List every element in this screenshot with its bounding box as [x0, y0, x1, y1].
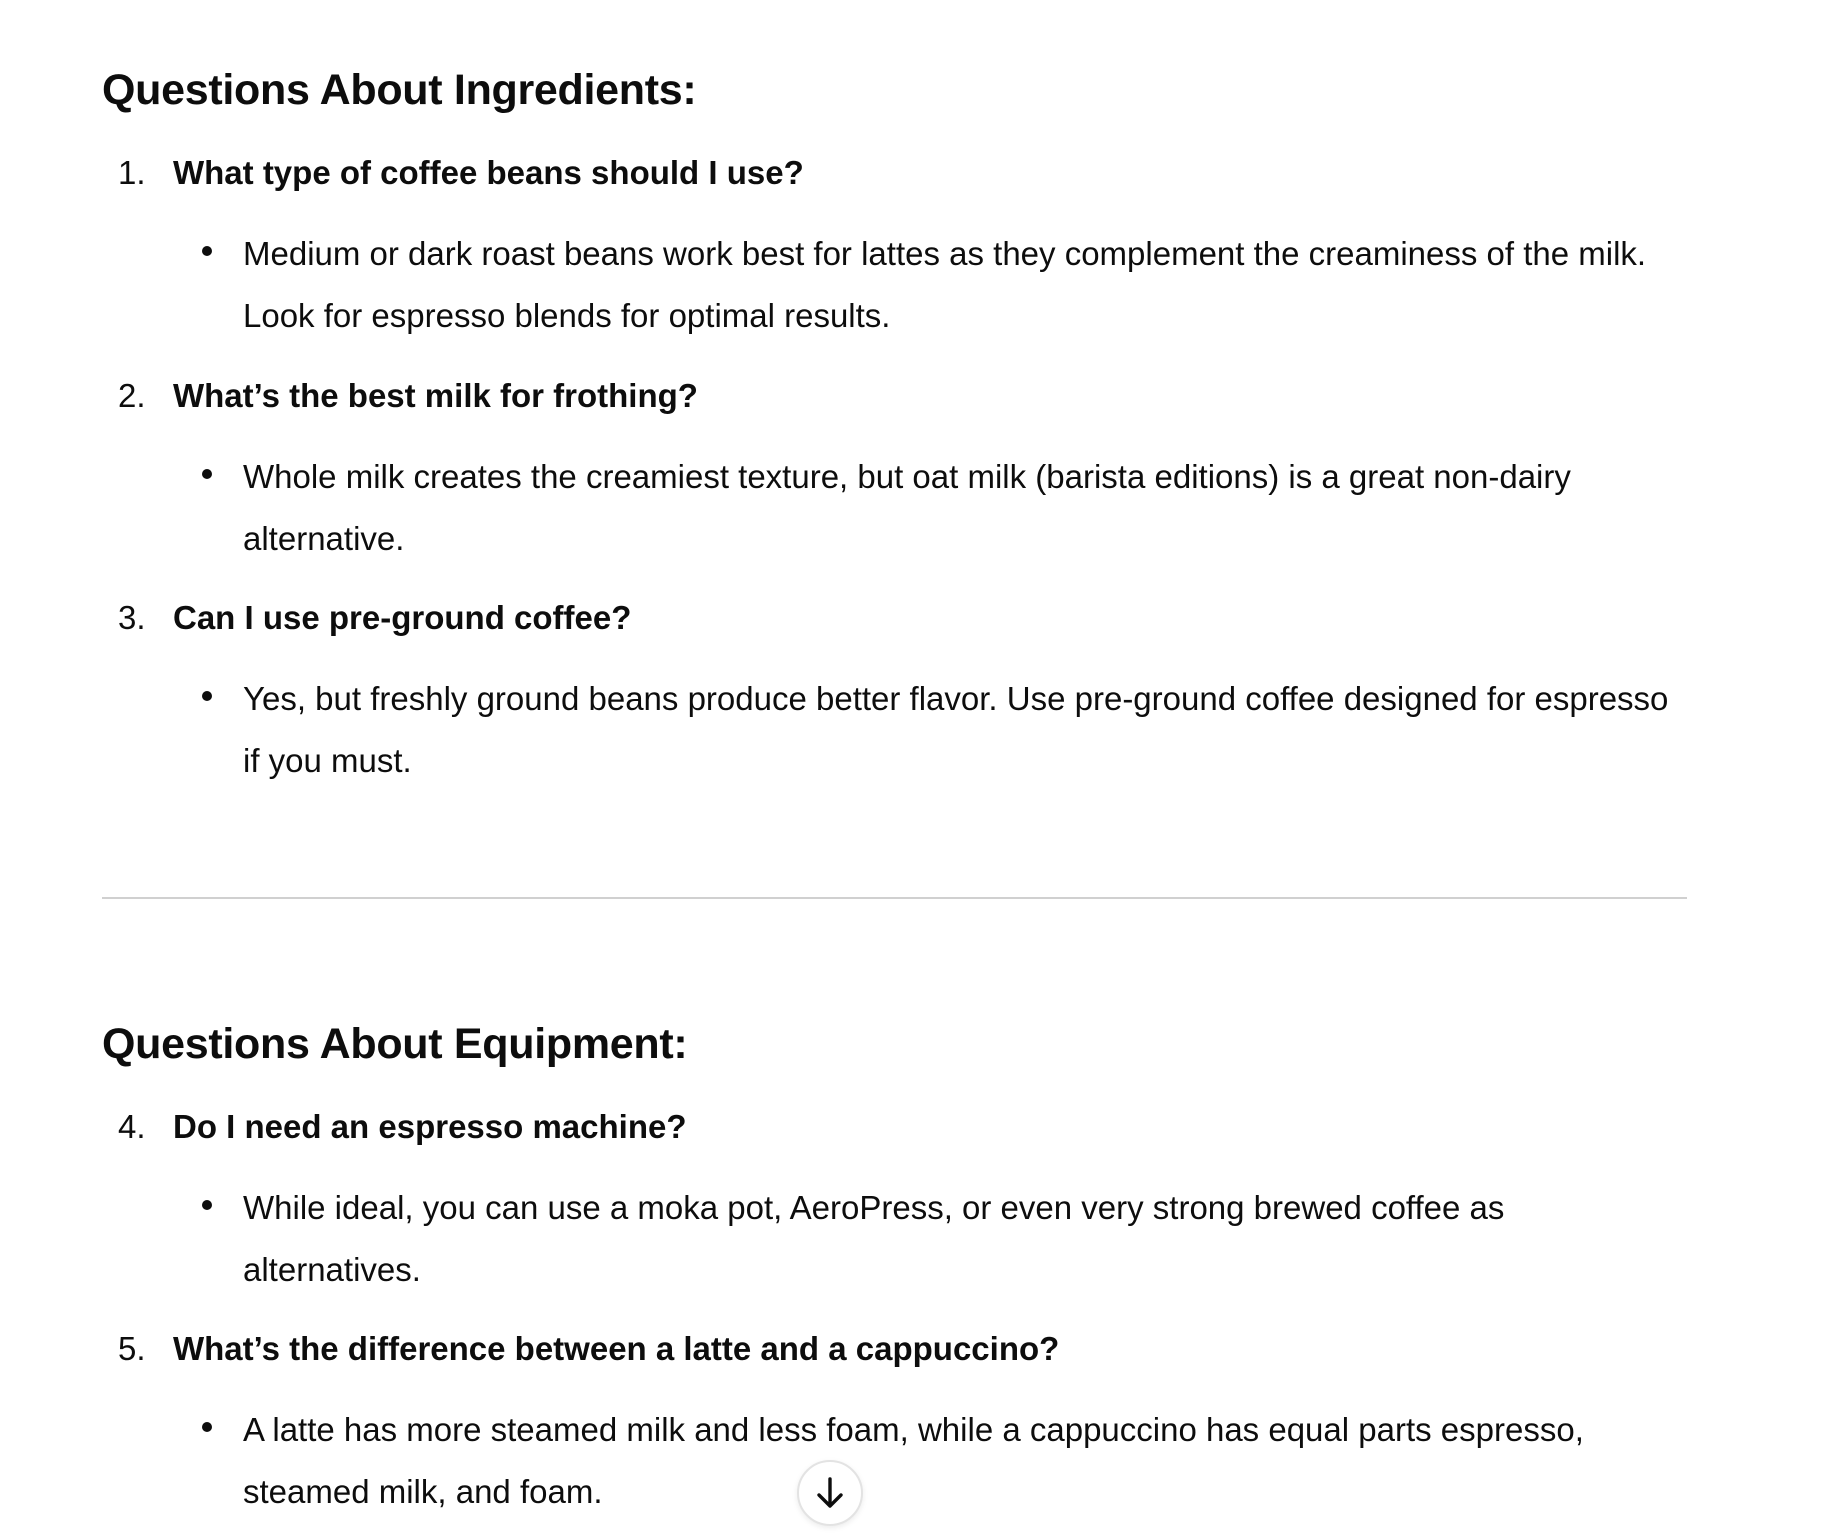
bullet-icon [202, 1200, 212, 1210]
question-text: What type of coffee beans should I use? [173, 154, 804, 191]
answer-text: While ideal, you can use a moka pot, AeroPress, or even very strong brewed coffee as alternatives. [243, 1189, 1505, 1288]
scroll-to-bottom-button[interactable] [797, 1460, 863, 1526]
list-number: 2. [118, 377, 146, 414]
bullet-icon [202, 469, 212, 479]
arrow-down-icon [815, 1476, 845, 1510]
question-text: What’s the difference between a latte and a cappuccino? [173, 1330, 1060, 1367]
list-item [102, 1105, 1687, 1149]
list-item [102, 374, 1687, 418]
section-heading-equipment: Questions About Equipment: [102, 1020, 688, 1068]
question-text: Can I use pre-ground coffee? [173, 599, 632, 636]
question-text: Do I need an espresso machine? [173, 1108, 687, 1145]
bullet-icon [202, 691, 212, 701]
list-item [102, 151, 1687, 195]
section-divider [102, 897, 1687, 899]
list-number: 4. [118, 1108, 146, 1145]
list-item [102, 1327, 1687, 1371]
list-number: 1. [118, 154, 146, 191]
section-heading-ingredients: Questions About Ingredients: [102, 66, 697, 114]
answer-text: Whole milk creates the creamiest texture, but oat milk (barista editions) is a great non-dairy alternative. [243, 458, 1571, 557]
list-number: 5. [118, 1330, 146, 1367]
list-item [102, 596, 1687, 640]
bullet-icon [202, 1422, 212, 1432]
answer-text: A latte has more steamed milk and less foam, while a cappuccino has equal parts espresso, steamed milk, and foam. [243, 1411, 1584, 1510]
bullet-icon [202, 246, 212, 256]
list-number: 3. [118, 599, 146, 636]
answer-text: Yes, but freshly ground beans produce better flavor. Use pre-ground coffee designed for espresso if you must. [243, 680, 1669, 779]
question-text: What’s the best milk for frothing? [173, 377, 698, 414]
answer-text: Medium or dark roast beans work best for lattes as they complement the creaminess of the milk. Look for espresso blends for optimal results. [243, 235, 1647, 334]
